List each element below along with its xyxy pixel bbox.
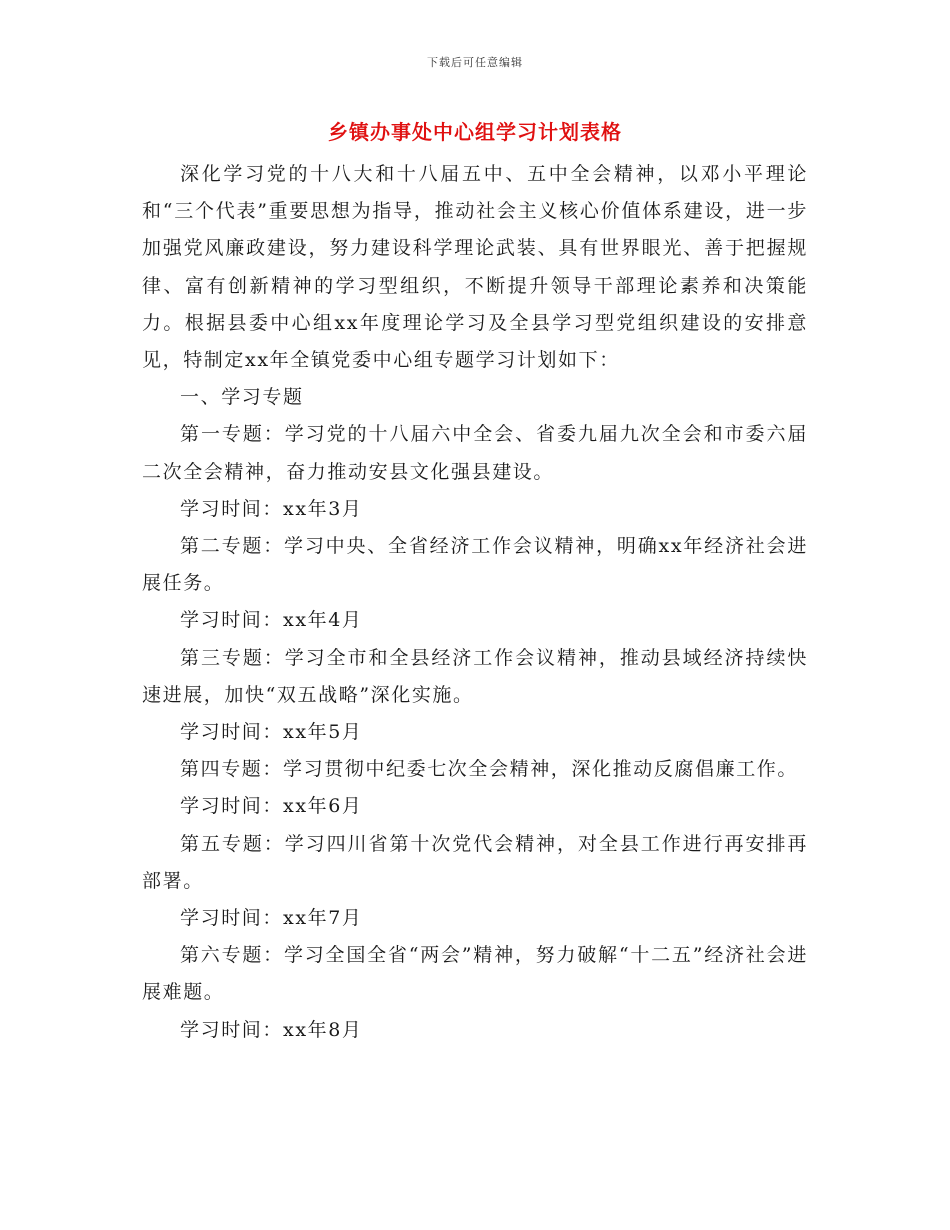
topic-6-time: 学习时间：xx年8月	[180, 1018, 363, 1041]
document-body	[142, 156, 808, 1049]
topic-1-time: 学习时间：xx年3月	[180, 497, 363, 520]
document-title: 乡镇办事处中心组学习计划表格	[328, 120, 622, 144]
topic-2-time: 学习时间：xx年4月	[180, 609, 363, 632]
topic-3: 第三专题：学习全市和全县经济工作会议精神，推动县域经济持续快速进展，加快“双五战略”深化实施。	[142, 646, 808, 706]
topic-5: 第五专题：学习四川省第十次党代会精神，对全县工作进行再安排再部署。	[142, 832, 808, 892]
section-heading: 一、学习专题	[180, 386, 304, 409]
topic-5-time: 学习时间：xx年7月	[180, 907, 363, 930]
header-note: 下载后可任意编辑	[427, 56, 523, 69]
topic-4-time: 学习时间：xx年6月	[180, 795, 363, 818]
topic-6: 第六专题：学习全国全省“两会”精神，努力破解“十二五”经济社会进展难题。	[142, 944, 808, 1004]
topic-1: 第一专题：学习党的十八届六中全会、省委九届九次全会和市委六届二次全会精神，奋力推动安县文化强县建设。	[142, 423, 808, 483]
topic-2: 第二专题：学习中央、全省经济工作会议精神，明确xx年经济社会进展任务。	[142, 535, 808, 595]
topic-4: 第四专题：学习贯彻中纪委七次全会精神，深化推动反腐倡廉工作。	[180, 758, 799, 781]
intro-paragraph: 深化学习党的十八大和十八届五中、五中全会精神，以邓小平理论和“三个代表”重要思想为指导，推动社会主义核心价值体系建设，进一步加强党风廉政建设，努力建设科学理论武装、具有世界眼光、善于把握规律、富有创新精神的学习型组织，不断提升领导干部理论素养和决策能力。根据县委中心组xx年度理论学习及全县学习型党组织建设的安排意见，特制定xx年全镇党委中心组专题学习计划如下：	[142, 163, 808, 372]
topic-3-time: 学习时间：xx年5月	[180, 721, 363, 744]
